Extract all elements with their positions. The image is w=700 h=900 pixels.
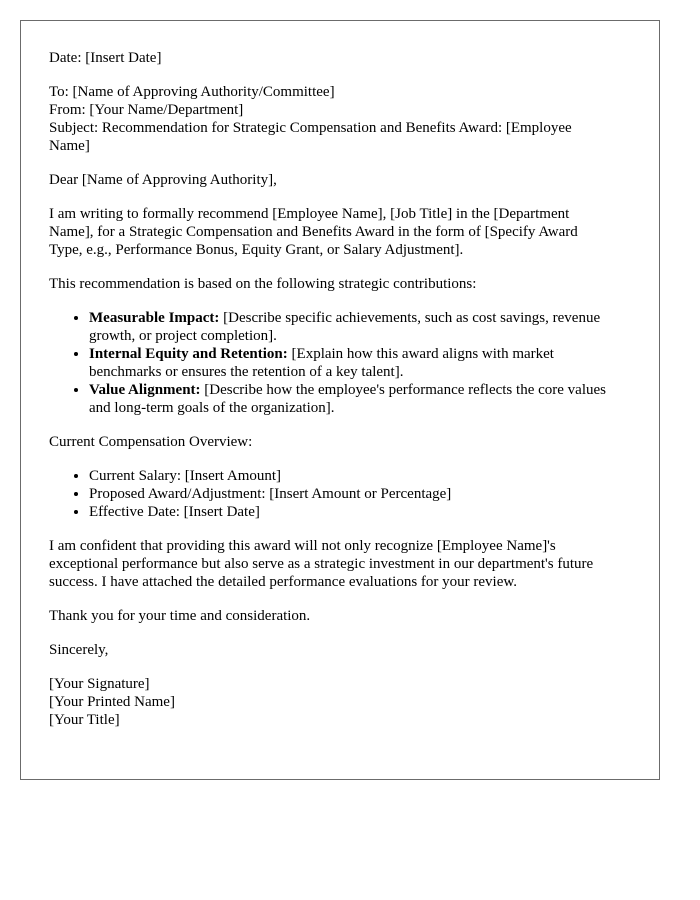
overview-list: [49, 467, 609, 521]
thanks-line: Thank you for your time and consideration.: [49, 608, 311, 624]
contribution-item: [89, 309, 609, 345]
overview-item: • Current Salary: [Insert Amount]: [89, 467, 609, 485]
closing-paragraph: I am confident that providing this award will not only recognize [Employee Name]'s exceptional performance but also serve as a strategic investment in our department's future success. I have attached the detailed performance evaluations for your review.: [49, 538, 594, 590]
letter-date: Date: [Insert Date]: [49, 50, 162, 66]
signature-block: [49, 675, 609, 729]
letter-subject: Subject: Recommendation for Strategic Compensation and Benefits Award: [Employee Name]: [49, 120, 572, 154]
letter-intro: I am writing to formally recommend [Employee Name], [Job Title] in the [Department Name], for a Strategic Compensation and Benefits Award in the form of [Specify Award Type, e.g., Performance Bonus, Equity Grant, or Salary Adjustment].: [49, 206, 578, 258]
signoff: Sincerely,: [49, 642, 109, 658]
contribution-text: [Explain how this award aligns with market benchmarks or ensures the retention of a key talent].: [89, 346, 554, 380]
title-line: [Your Title]: [49, 712, 120, 728]
contributions-intro: This recommendation is based on the following strategic contributions:: [49, 276, 477, 292]
letter-from: From: [Your Name/Department]: [49, 102, 244, 118]
letter-frame: [20, 20, 660, 780]
letter-salutation: Dear [Name of Approving Authority],: [49, 172, 277, 188]
letter-to: To: [Name of Approving Authority/Committee]: [49, 84, 335, 100]
overview-item: • Effective Date: [Insert Date]: [89, 503, 609, 521]
contribution-item: [89, 345, 609, 381]
contribution-item: [89, 381, 609, 417]
overview-heading: Current Compensation Overview:: [49, 434, 253, 450]
letter-header: [49, 83, 609, 155]
contribution-label: Internal Equity and Retention:: [89, 346, 288, 362]
contribution-label: Value Alignment:: [89, 382, 201, 398]
contribution-text: [Describe how the employee's performance reflects the core values and long-term goals of the organization].: [89, 382, 606, 416]
letter-body: [49, 49, 609, 729]
contribution-text: [Describe specific achievements, such as cost savings, revenue growth, or project completion].: [89, 310, 601, 344]
overview-item: • Proposed Award/Adjustment: [Insert Amount or Percentage]: [89, 485, 609, 503]
printed-name-line: [Your Printed Name]: [49, 694, 175, 710]
signature-line: [Your Signature]: [49, 676, 150, 692]
contributions-list: [49, 309, 609, 417]
contribution-label: Measurable Impact:: [89, 310, 220, 326]
